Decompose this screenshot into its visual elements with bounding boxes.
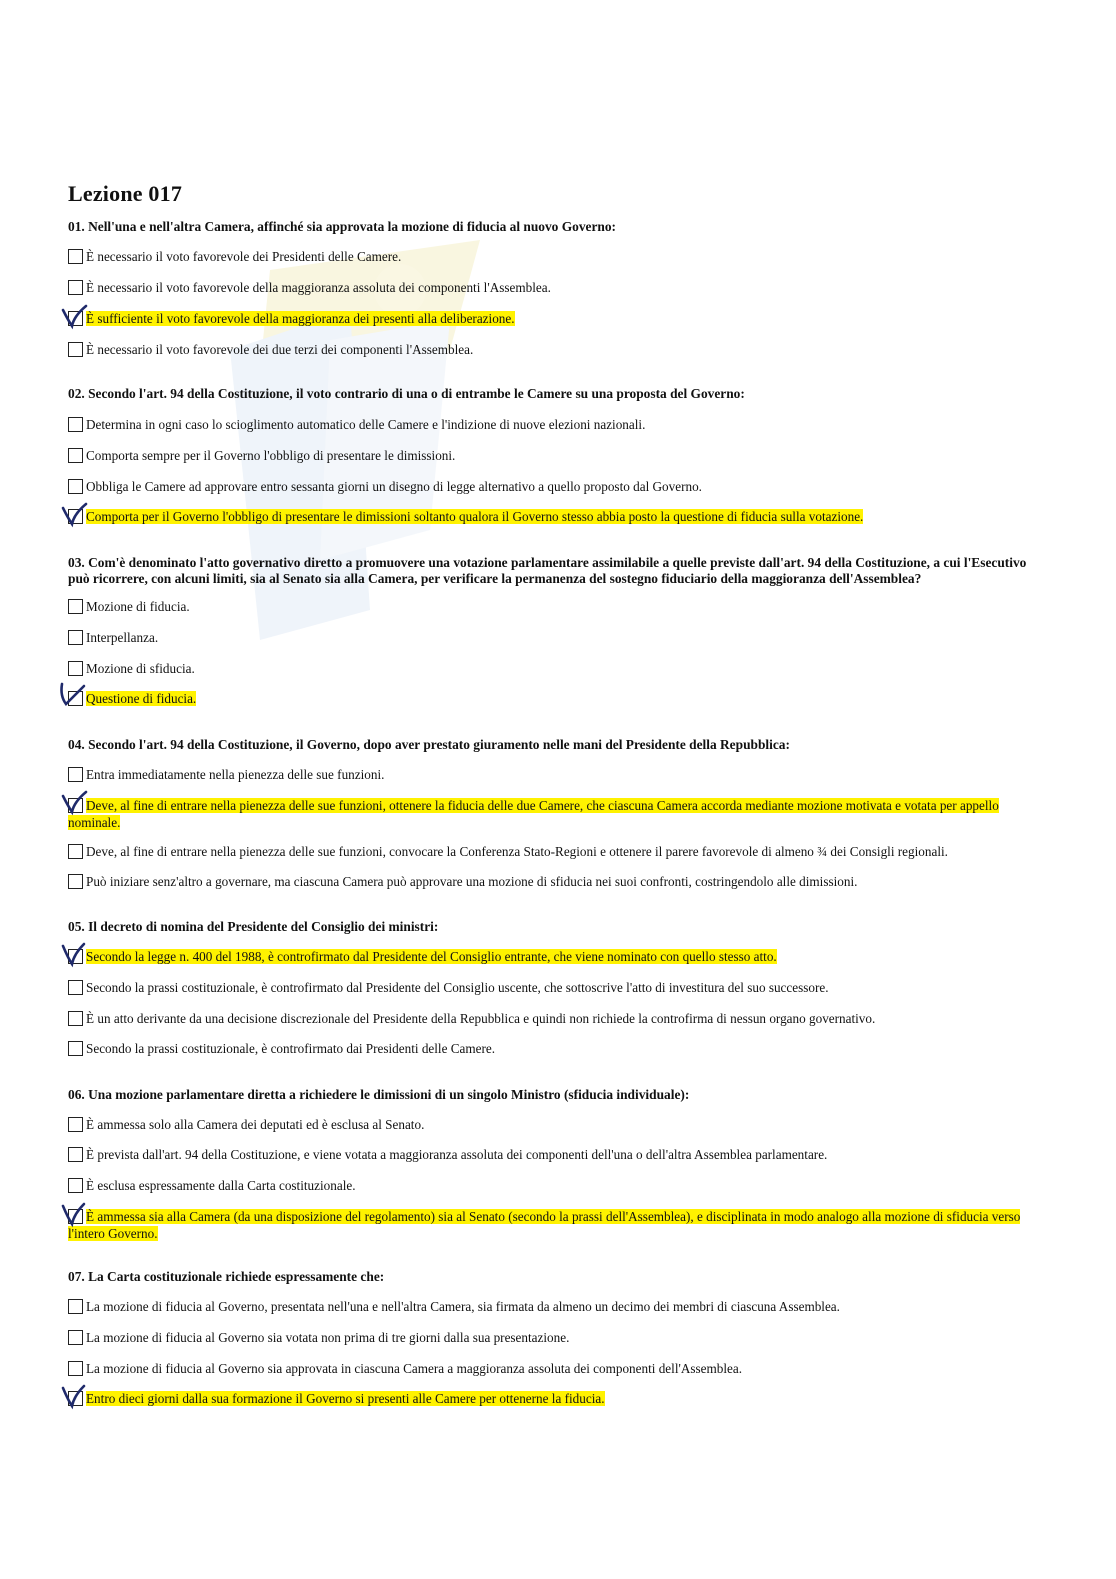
checkbox[interactable] <box>68 874 83 889</box>
checkbox[interactable] <box>68 280 83 295</box>
checkbox[interactable] <box>68 844 83 859</box>
checkbox[interactable] <box>68 1361 83 1376</box>
answer-option-correct[interactable] <box>68 948 1048 965</box>
checkbox[interactable] <box>68 342 83 357</box>
answer-option[interactable]: Secondo la prassi costituzionale, è controfirmato dai Presidenti delle Camere. <box>68 1040 1048 1057</box>
checkbox[interactable] <box>68 1011 83 1026</box>
answer-option[interactable]: Secondo la prassi costituzionale, è controfirmato dal Presidente del Consiglio uscente, che sottoscrive l'atto di investitura del suo successore. <box>68 979 1048 996</box>
answer-option[interactable]: Entra immediatamente nella pienezza delle sue funzioni. <box>68 766 1048 783</box>
checkbox[interactable] <box>68 311 83 326</box>
answer-option-correct[interactable] <box>68 310 1048 327</box>
answer-option[interactable]: È ammessa solo alla Camera dei deputati ed è esclusa al Senato. <box>68 1116 1048 1133</box>
answer-option[interactable]: Mozione di fiducia. <box>68 598 1048 615</box>
answer-option[interactable]: È esclusa espressamente dalla Carta costituzionale. <box>68 1177 1048 1194</box>
checkbox[interactable] <box>68 599 83 614</box>
checkbox[interactable] <box>68 1330 83 1345</box>
answer-option[interactable]: È necessario il voto favorevole della maggioranza assoluta dei componenti l'Assemblea. <box>68 279 1048 296</box>
checkbox[interactable] <box>68 1117 83 1132</box>
checkbox[interactable] <box>68 661 83 676</box>
highlighted-answer: È ammessa sia alla Camera (da una disposizione del regolamento) sia al Senato (secondo la prassi dell'Assemblea), e disciplinata in modo analogo alla mozione di sfiducia verso l'intero Governo. <box>68 1209 1021 1241</box>
answer-option[interactable]: Mozione di sfiducia. <box>68 660 1048 677</box>
answer-option[interactable]: La mozione di fiducia al Governo, presentata nell'una e nell'altra Camera, sia firmata da almeno un decimo dei membri di ciascuna Assemblea. <box>68 1298 1048 1315</box>
question-text: 04. Secondo l'art. 94 della Costituzione, il Governo, dopo aver prestato giuramento nelle mani del Presidente della Repubblica: <box>68 737 790 752</box>
answer-option-correct[interactable] <box>68 1390 1048 1407</box>
question-text: 07. La Carta costituzionale richiede espressamente che: <box>68 1269 385 1284</box>
answer-option[interactable]: È necessario il voto favorevole dei Presidenti delle Camere. <box>68 248 1048 265</box>
checkbox[interactable] <box>68 1299 83 1314</box>
checkbox[interactable] <box>68 691 83 706</box>
checkbox[interactable] <box>68 509 83 524</box>
answer-option-correct[interactable] <box>68 690 1048 707</box>
lesson-title: Lezione 017 <box>68 181 183 206</box>
answer-option[interactable]: È un atto derivante da una decisione discrezionale del Presidente della Repubblica e quindi non richiede la controfirma di nessun organo governativo. <box>68 1010 1048 1027</box>
highlighted-answer: Comporta per il Governo l'obbligo di presentare le dimissioni soltanto qualora il Governo stesso abbia posto la questione di fiducia sulla votazione. <box>86 509 864 524</box>
checkbox[interactable] <box>68 1391 83 1406</box>
question-text: 02. Secondo l'art. 94 della Costituzione, il voto contrario di una o di entrambe le Camere su una proposta del Governo: <box>68 386 745 401</box>
answer-option[interactable]: Interpellanza. <box>68 629 1048 646</box>
checkbox[interactable] <box>68 1209 83 1224</box>
highlighted-answer: Secondo la legge n. 400 del 1988, è controfirmato dal Presidente del Consiglio entrante, che viene nominato con quello stesso atto. <box>86 949 777 964</box>
answer-option[interactable]: Comporta sempre per il Governo l'obbligo di presentare le dimissioni. <box>68 447 1048 464</box>
answer-option[interactable]: La mozione di fiducia al Governo sia approvata in ciascuna Camera a maggioranza assoluta dei componenti dell'Assemblea. <box>68 1360 1048 1377</box>
highlighted-answer: Deve, al fine di entrare nella pienezza delle sue funzioni, ottenere la fiducia delle due Camere, che ciascuna Camera accorda mediante mozione motivata e votata per appello nominale. <box>68 798 999 830</box>
answer-option[interactable]: Obbliga le Camere ad approvare entro sessanta giorni un disegno di legge alternativo a quello proposto dal Governo. <box>68 478 1048 495</box>
highlighted-answer: È sufficiente il voto favorevole della maggioranza dei presenti alla deliberazione. <box>86 311 515 326</box>
answer-option-correct[interactable] <box>68 1208 1048 1242</box>
answer-option[interactable]: È prevista dall'art. 94 della Costituzione, e viene votata a maggioranza assoluta dei componenti dell'una o dell'altra Assemblea parlamentare. <box>68 1146 1048 1163</box>
checkbox[interactable] <box>68 949 83 964</box>
checkbox[interactable] <box>68 479 83 494</box>
question-text: 01. Nell'una e nell'altra Camera, affinché sia approvata la mozione di fiducia al nuovo Governo: <box>68 219 617 234</box>
checkbox[interactable] <box>68 980 83 995</box>
answer-option[interactable]: Deve, al fine di entrare nella pienezza delle sue funzioni, convocare la Conferenza Stato-Regioni e ottenere il parere favorevole di almeno ¾ dei Consigli regionali. <box>68 843 1048 860</box>
question-text: 06. Una mozione parlamentare diretta a richiedere le dimissioni di un singolo Ministro (sfiducia individuale): <box>68 1087 690 1102</box>
checkbox[interactable] <box>68 630 83 645</box>
answer-option[interactable]: È necessario il voto favorevole dei due terzi dei componenti l'Assemblea. <box>68 341 1048 358</box>
checkbox[interactable] <box>68 1178 83 1193</box>
answer-option[interactable]: Può iniziare senz'altro a governare, ma ciascuna Camera può approvare una mozione di sfiducia nei suoi confronti, costringendolo alle dimissioni. <box>68 873 1048 890</box>
checkbox[interactable] <box>68 767 83 782</box>
checkbox[interactable] <box>68 249 83 264</box>
checkbox[interactable] <box>68 1147 83 1162</box>
checkbox[interactable] <box>68 1041 83 1056</box>
checkbox[interactable] <box>68 448 83 463</box>
checkbox[interactable] <box>68 417 83 432</box>
answer-option[interactable]: La mozione di fiducia al Governo sia votata non prima di tre giorni dalla sua presentazione. <box>68 1329 1048 1346</box>
question-text: 05. Il decreto di nomina del Presidente del Consiglio dei ministri: <box>68 919 439 934</box>
question-text: 03. Com'è denominato l'atto governativo diretto a promuovere una votazione parlamentare assimilabile a quelle previste dall'art. 94 della Costituzione, a cui l'Esecutivo può ricorrere, con alcuni limiti, sia al Senato sia alla Camera, per verificare la permanenza del sostegno fiduciario della maggioranza dell'Assemblea? <box>68 555 1027 586</box>
checkbox[interactable] <box>68 798 83 813</box>
highlighted-answer: Entro dieci giorni dalla sua formazione il Governo si presenti alle Camere per ottenerne la fiducia. <box>86 1391 605 1406</box>
answer-option-correct[interactable] <box>68 797 1048 831</box>
answer-option-correct[interactable] <box>68 508 1048 525</box>
highlighted-answer: Questione di fiducia. <box>86 691 197 706</box>
answer-option[interactable]: Determina in ogni caso lo scioglimento automatico delle Camere e l'indizione di nuove elezioni nazionali. <box>68 416 1048 433</box>
